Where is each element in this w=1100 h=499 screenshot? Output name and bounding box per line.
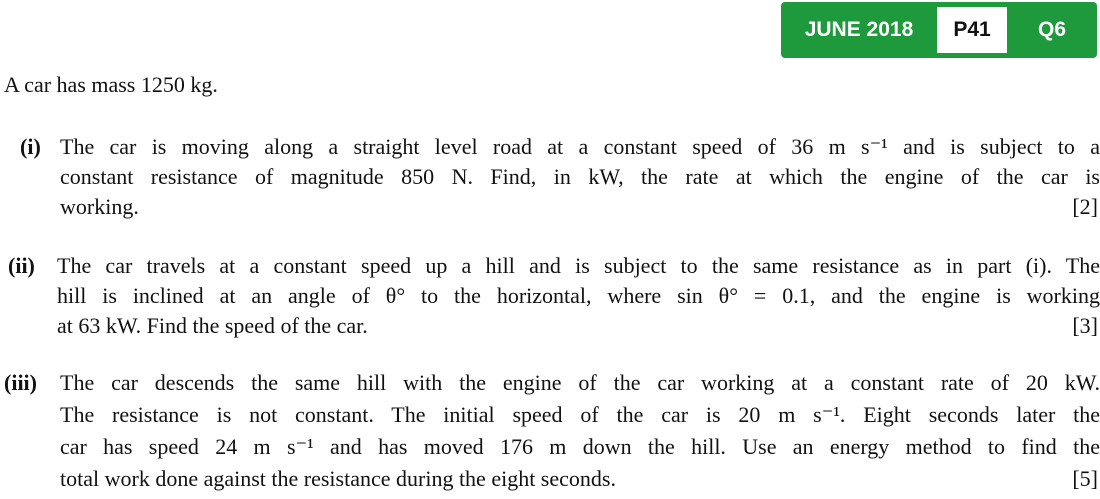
part-text-line: constant resistance of magnitude 850 N. Find, in kW, the rate at which the engine of the car is <box>60 164 1100 189</box>
part-text-line: hill is inclined at an angle of θ° to the horizontal, where sin θ° = 0.1, and the engine is working <box>57 283 1100 308</box>
part-marks: [2] <box>1072 194 1098 219</box>
part-text-line: The car travels at a constant speed up a hill and is subject to the same resistance as in part (i). The <box>57 253 1100 278</box>
part-label: (iii) <box>4 370 37 395</box>
part-text-line: The resistance is not constant. The initial speed of the car is 20 m s⁻¹. Eight seconds later the <box>60 402 1100 427</box>
part-label: (ii) <box>8 253 35 278</box>
part-text-line: The car descends the same hill with the engine of the car working at a constant rate of 20 kW. <box>60 370 1100 395</box>
question-intro: A car has mass 1250 kg. <box>4 72 218 97</box>
part-marks: [3] <box>1072 313 1098 338</box>
part-text-line: total work done against the resistance during the eight seconds. <box>60 466 616 491</box>
exam-session: JUNE 2018 <box>804 18 914 41</box>
part-text-line: car has speed 24 m s⁻¹ and has moved 176 m down the hill. Use an energy method to find the <box>60 434 1100 459</box>
part-text-line: at 63 kW. Find the speed of the car. <box>57 313 368 338</box>
paper-number: P41 <box>937 7 1007 53</box>
part-label: (i) <box>20 134 41 159</box>
part-text-line: The car is moving along a straight level road at a constant speed of 36 m s⁻¹ and is subject to a <box>60 134 1100 159</box>
question-number: Q6 <box>1037 18 1066 41</box>
question-reference-badge <box>781 2 1097 58</box>
part-text-line: working. <box>60 194 139 219</box>
part-marks: [5] <box>1072 466 1098 491</box>
